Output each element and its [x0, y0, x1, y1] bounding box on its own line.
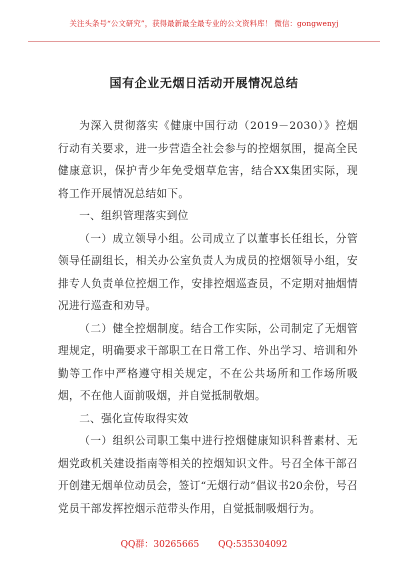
paragraph-intro: 为深入贯彻落实《健康中国行动（2019－2030）》控烟行动有关要求，进一步营造全社会参与的控烟氛围，提高全民健康意识，保护青少年免受烟草危害，结合XX集团实际，现将工作开展情况总结如下。: [58, 120, 358, 200]
footer-contact: [0, 537, 408, 550]
document-body: [58, 115, 358, 520]
footer-qq-group: QQ群：30265665: [120, 540, 200, 550]
paragraph-2-1: （一）组织公司职工集中进行控烟健康知识科普素材、无烟党政机关建设指南等相关的控烟知识文件。号召全体干部召开创建无烟单位动员会，签订“无烟行动”倡议书20余份，号召党员干部发挥控烟示范带头作用，自觉抵制吸烟行为。: [58, 435, 358, 515]
section-heading-1: 一、组织管理落实到位: [79, 210, 189, 222]
section-heading-2: 二、强化宣传取得实效: [79, 412, 189, 425]
header-promo-note: 关注头条号“公文研究”，获得最新最全最专业的公文资料库！ 微信：gongwenyj: [69, 19, 339, 28]
header-divider: [28, 41, 380, 42]
paragraph-1-2: （二）健全控烟制度。结合工作实际，公司制定了无烟管理规定，明确要求干部职工在日常工作、外出学习、培训和外勤等工作中严格遵守相关规定，不在公共场所和工作场所吸烟，不在他人面前吸烟，并自觉抵制敬烟。: [58, 322, 358, 402]
paragraph-1-1: （一）成立领导小组。公司成立了以董事长任组长，分管领导任副组长，相关办公室负责人为成员的控烟领导小组，安排专人负责单位控烟工作，安排控烟巡查员，不定期对抽烟情况进行巡查和劝导。: [58, 232, 358, 312]
footer-qq-number: QQ:535304092: [218, 540, 288, 550]
document-title: 国有企业无烟日活动开展情况总结: [109, 76, 299, 90]
